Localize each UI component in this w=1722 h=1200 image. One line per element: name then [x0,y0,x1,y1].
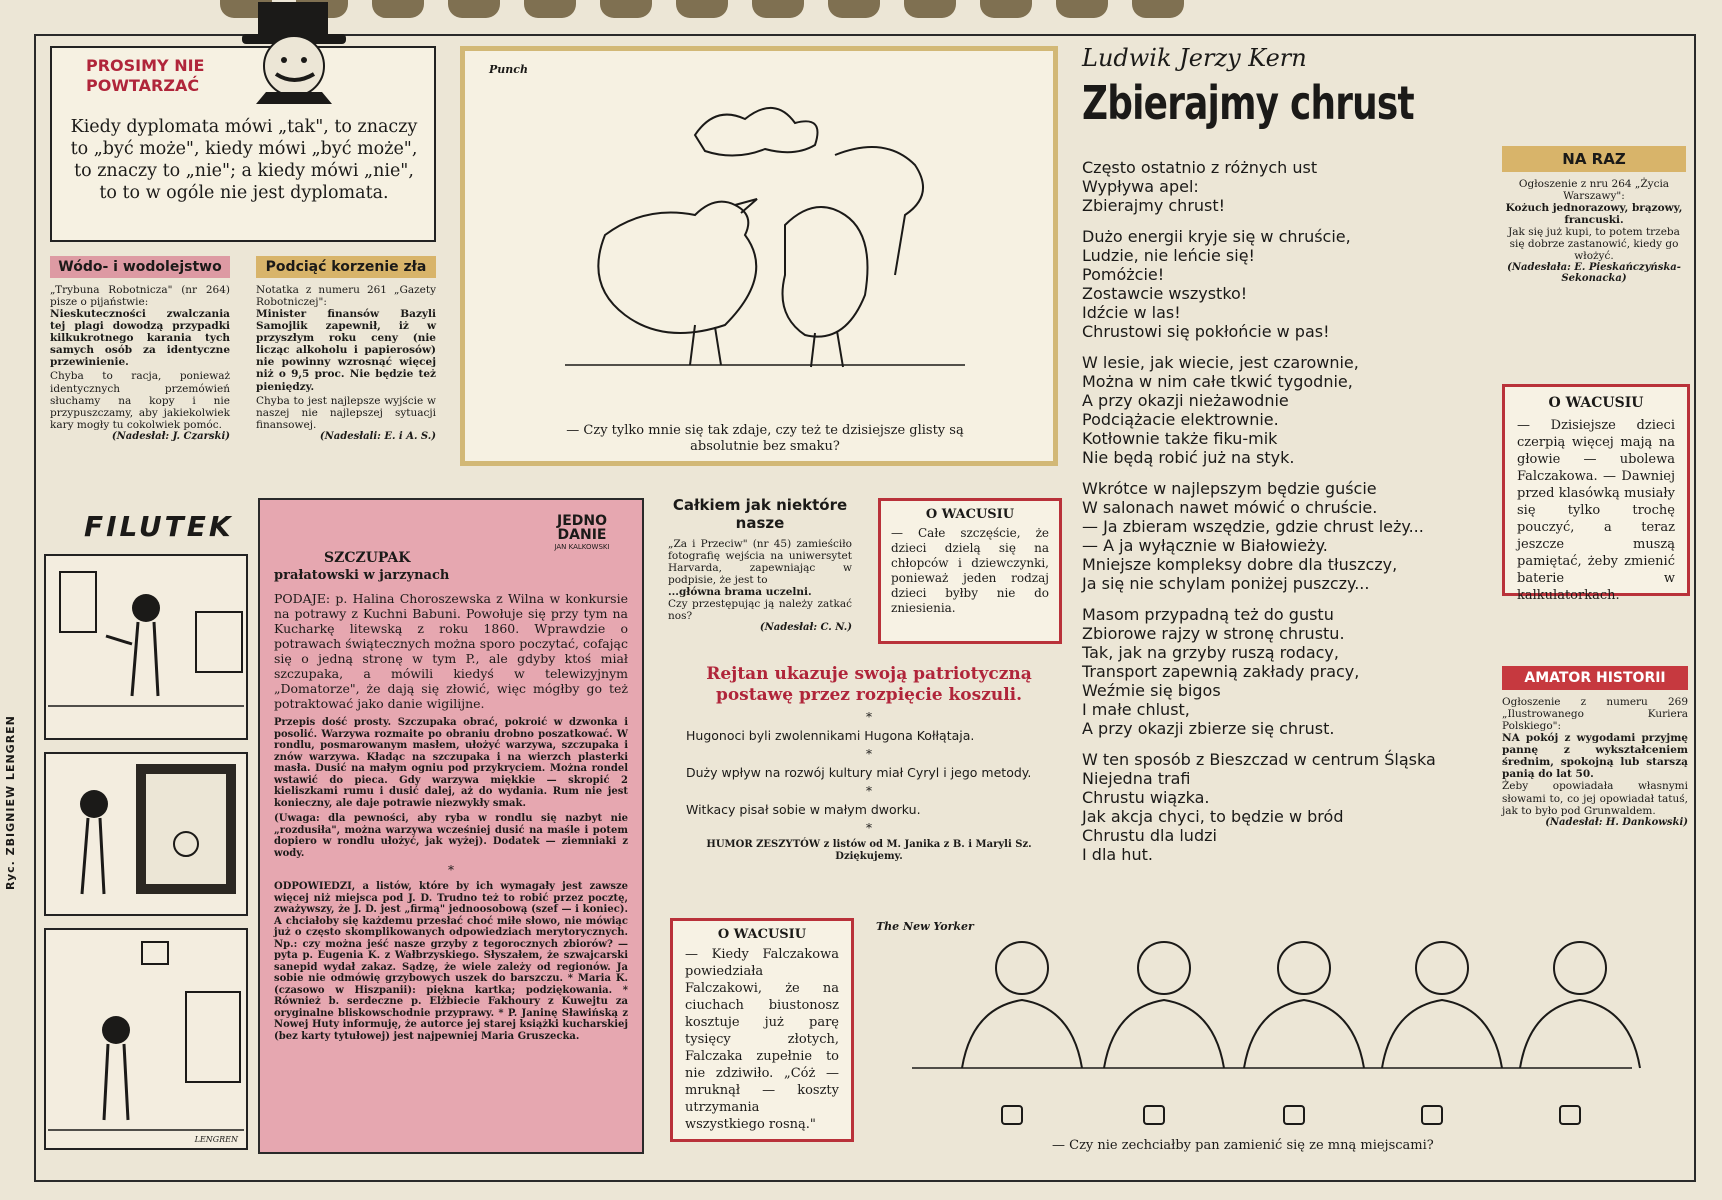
szczupak-subtitle: prałatowski w jarzynach [274,568,450,583]
calkiem-section [668,496,852,646]
naraz-section [1502,146,1686,316]
amator-signature: (Nadesłał: H. Dankowski) [1545,816,1688,828]
amator-section [1502,666,1688,866]
naraz-body: Kożuch jednorazowy, brązowy, francuski. [1505,202,1683,227]
humor-item-1: Hugonoci byli zwolennikami Hugona Kołłątaja. [686,728,975,743]
wodo-section [50,256,230,466]
podciac-comment: Chyba to jest najlepsze wyjście w naszej nie najlepszej sytuacji finansowej. [256,394,436,431]
masthead [220,0,1220,26]
calkiem-intro: „Za i Przeciw" (nr 45) zamieściło fotografię wejścia na uniwersytet Harvarda, zapewniając w podpisie, że jest to [668,538,852,587]
naraz-intro: Ogłoszenie z nru 264 „Życia Warszawy": [1518,178,1670,203]
wacusiu-mid-text: — Całe szczęście, że dzieci dzielą się na chłopców i dziewczynki, ponieważ jeden rodzaj dzieci byłby nie do zniesienia. [891,526,1049,615]
poem-section [1082,44,1502,914]
poem-stanza-3: W lesie, jak wiecie, jest czarownie, Można w nim całe tkwić tygodnie, A przy okazji nieżawodnie Podciążacie elektrownie. Kotłownie także fiku-mik Nie będą robić już na styk. [1082,353,1359,467]
amator-body: NA pokój z wygodami przyjmę pannę z wykształceniem średnim, spokojną lub starszą panią do lat 50. [1502,732,1688,781]
jedno-danie-badge: JEDNO DANIE JAN KALKOWSKI [554,513,610,551]
humor-footer: HUMOR ZESZYTÓW z listów od M. Janika z B. i Maryli Sz. Dziękujemy. [706,839,1032,862]
wacusiu-right-title: O WACUSIU [1548,395,1644,411]
businessmen-drawing [912,928,1692,1128]
poem-author: Ludwik Jerzy Kern [1082,44,1307,72]
top-hat-portrait [236,0,356,104]
wodo-body: Nieskuteczności zwalczania tej plagi dowodzą przypadki kilkukrotnego karania tych samych osób za identyczne przewinienie. [50,308,230,369]
calkiem-title: Całkiem jak niektóre nasze [672,496,848,532]
amator-title: AMATOR HISTORII [1502,666,1688,690]
filutek-panel-3 [44,928,248,1150]
wacusiu-bottom-box [670,918,854,1142]
szczupak-article: JEDNO DANIE JAN KALKOWSKI SZCZUPAK prałatowski w jarzynach PODAJE: p. Halina Choroszewska z Wilna w konkursie na potrawy z Kuchni Babuni. Powołuje się przy tym na Kucharkę litewską z roku 1860. Wprawdzie o potrawach świątecznych można sporo poczytać, cofając się o jedną stronę w tym P., ale gdyby ktoś miał szczupaka, a mówili kiedyś w telewizyjnym „Domatorze", że dają się złowić, więc mógłby go też potraktować jako danie wigilijne. Przepis dość prosty. Szczupaka obrać, pokroić w dzwonka i posolić. Warzywa rozmaite po obraniu drobno poszatkować. W rondlu, posmarowanym masłem, ułożyć warzywa, szczupaka i znów warzywa. Kładąc na szczupaka i na wierzch plasterki masła. Dusić na małym ogniu pod przykryciem. Można rondel wstawić do pieca. Gdy warzywa miękkie — skropić 2 kieliszkami rumu i dusić dalej, aż do wydania. Rum nie jest konieczny, ale daje potrawie niezwykły smak. (Uwaga: dla pewności, aby ryba w rondlu się nazbyt nie „rozdusiła", można warzywa wcześniej dusić na maśle i potem dopiero w rondlu ułożyć, jak wyżej). Dodatek — ziemniaki z wody. * ODPOWIEDZI, a listów, które by ich wymagały jest zawsze więcej niż miejsca pod J. D. Trudno też to robić przez pocztę, zważywszy, że J. D. jest „firmą" jednoosobową (szef — i koniec). A chciałoby się każdemu przesłać choć miłe słowo, nie mówiąc już o często skomplikowanych odpowiedziach merytorycznych. Np.: czy można jeść nasze grzyby z tegorocznych zbiorów? — pyta p. Eugenia K. z Wałbrzyskiego. Słyszałem, że szwajcarski sanepid wydał zakaz. Sądzę, że wiele zależy od regionów. Ja sobie nie odmówię grzybowych uszek do barszczu. * Maria K. (czasowo w Hiszpanii): piękna kartka; podziękowania. * Również b. serdeczne p. Elżbiecie Fakhoury z Kuwejtu za oryginalne bliskowschodnie przyprawy. * P. Janinę Sławińską z Nowej Huty informuję, że autorce jej starej książki kucharskiej (bez karty tytułowej) jest najpewniej Maria Gruszecka. [258,498,644,1154]
amator-comment: Żeby opowiadała własnymi słowami to, co jej opowiadał tatuś, jak to było pod Grunwaldem. [1502,780,1688,817]
illustration-credit: Ryс. ZBIGNIEW LENGREN [4,715,17,890]
wodo-intro: „Trybuna Robotnicza" (nr 264) pisze o pijaństwie: [50,284,230,309]
prosimy-title-line2: POWTARZAĆ [86,76,200,95]
punch-caption: — Czy tylko mnie się tak zdaje, czy też te dzisiejsze glisty są absolutnie bez smaku? [566,423,964,454]
szczupak-title: SZCZUPAK [324,550,411,566]
calkiem-comment: Czy przestępując ją należy zatkać nos? [668,598,852,623]
szczupak-p1: PODAJE: p. Halina Choroszewska z Wilna w konkursie na potrawy z Kuchni Babuni. Powołuje się przy tym na Kucharkę litewską z roku 1860. Wprawdzie o potrawach świątecznych można sporo poczytać, cofając się o jedną stronę w tym P., ale gdyby ktoś miał szczupaka, a mówili kiedyś w telewizyjnym „Domatorze", że dają się złowić, więc mógłby go też potraktować jako danie wigilijne. [274,591,628,711]
poem-stanza-6: W ten sposób z Bieszczad w centrum Śląska Niejedna trafi Chrustu wiązka. Jak akcja chyci, to będzie w bród Chrustu dla ludzi I dla hut. [1082,750,1436,864]
podciac-title: Podciąć korzenie zła [256,256,436,278]
wacusiu-right-box [1502,384,1690,603]
rejtan-headline: Rejtan ukazuje swoją patriotyczną postawę przez rozpięcie koszuli. [706,664,1032,705]
podciac-signature: (Nadesłali: E. i A. S.) [319,430,436,442]
wacusiu-right-text: — Dzisiejsze dzieci czerpią więcej mają na głowie — ubolewa Falczakowa. — Dawniej przed klasówką musiały się tylko trochę pouczyć, a teraz jeszcze muszą pamiętać, żeby zmienić baterie w kalkulatorkach. [1517,418,1675,603]
amator-intro: Ogłoszenie z numeru 269 „Ilustrowanego Kuriera Polskiego": [1502,696,1688,733]
wacusiu-bottom-text: — Kiedy Falczakowa powiedziała Falczakowi, że na ciuchach biustonosz kosztuje już parę tysięcy złotych, Falczaka zupełnie to nie zdziwiło. „Cóż — mruknął — koszty utrzymania wszystkiego rosną." [685,947,839,1132]
podciac-intro: Notatka z numeru 261 „Gazety Robotniczej": [256,284,436,309]
szczupak-p3: (Uwaga: dla pewności, aby ryba w rondlu się nazbyt nie „rozdusiła", można warzywa wcześniej dusić na maśle i potem dopiero w rondlu ułożyć, jak wyżej). Dodatek — ziemniaki z wody. [274,813,628,859]
newyorker-cartoon [872,918,1692,1168]
newyorker-caption: — Czy nie zechciałby pan zamienić się ze mną miejscami? [1052,1138,1434,1153]
naraz-title: NA RAZ [1502,146,1686,172]
punch-source: Punch [489,63,528,76]
naraz-comment: Jak się już kupi, to potem trzeba się dobrze zastanowić, kiedy go włożyć. [1508,226,1680,263]
poem-stanza-2: Dużo energii kryje się w chruście, Ludzie, nie leńcie się! Pomóżcie! Zostawcie wszystko! Idźcie w las! Chrustowi się pokłońcie w pas! [1082,227,1351,341]
humor-item-3: Witkacy pisał sobie w małym dworku. [686,802,921,817]
poem-stanza-1: Często ostatnio z różnych ust Wypływa apel: Zbierajmy chrust! [1082,158,1318,215]
szczupak-p4: ODPOWIEDZI, a listów, które by ich wymagały jest zawsze więcej niż miejsca pod J. D. Trudno też to robić przez pocztę, zważywszy, że J. D. jest „firmą" jednoosobową (szef — i koniec). A chciałoby się każdemu przesłać choć miłe słowo, nie mówiąc już o często skomplikowanych odpowiedziach merytorycznych. Np.: czy można jeść nasze grzyby z tegorocznych zbiorów? — pyta p. Eugenia K. z Wałbrzyskiego. Słyszałem, że szwajcarski sanepid wydał zakaz. Sądzę, że wiele zależy od regionów. Ja sobie nie odmówię grzybowych uszek do barszczu. * Maria K. (czasowo w Hiszpanii): piękna kartka; podziękowania. * Również b. serdeczne p. Elżbiecie Fakhoury z Kuwejtu za oryginalne bliskowschodnie przyprawy. * P. Janinę Sławińską z Nowej Huty informuję, że autorce jej starej książki kucharskiej (bez karty tytułowej) jest najpewniej Maria Gruszecka. [274,881,628,1042]
chickens-drawing [545,75,985,375]
filutek-panel-1 [44,554,248,740]
poem-title: Zbierajmy chrust [1082,76,1414,130]
calkiem-signature: (Nadesłał: C. N.) [759,622,852,634]
calkiem-body: ...główna brama uczelni. [668,586,812,599]
filutek-panel-2 [44,752,248,916]
humor-zeszytow: Rejtan ukazuje swoją patriotyczną postawę przez rozpięcie koszuli. * Hugonoci byli zwolennikami Hugona Kołłątaja. * Duży wpływ na rozwój kultury miał Cyryl i jego metody. * Witkacy pisał sobie w małym dworku. * HUMOR ZESZYTÓW z listów od M. Janika z B. i Maryli Sz. Dziękujemy. [686,664,1052,904]
newyorker-source: The New Yorker [876,920,974,933]
podciac-section [256,256,436,466]
poem-stanza-5: Masom przypadną też do gustu Zbiorowe rajzy w stronę chrustu. Tak, jak na grzyby ruszą rodacy, Transport zapewnią zakłady pracy, Weźmie się bigos I małe chlust, A przy okazji zbierze się chrust. [1082,605,1360,738]
punch-cartoon [460,46,1058,466]
poem-body [1082,158,1502,864]
naraz-signature: (Nadesłała: E. Pieskańczyńska-Sekonacka) [1507,262,1681,285]
filutek-title: FILUTEK [84,510,234,543]
wodo-signature: (Nadesłał: J. Czarski) [111,430,230,442]
prosimy-text: Kiedy dyplomata mówi „tak", to znaczy to „być może", kiedy mówi „być może", to znaczy to „nie"; a kiedy mówi „nie", to to w ogóle nie jest dyplomata. [70,117,418,203]
poem-stanza-4: Wkrótce w najlepszym będzie guście W salonach nawet mówić o chruście. — Ja zbieram wszędzie, gdzie chrust leży... — A ja wyłącznie w Białowieży. Mniejsze kompleksy dobre dla tłuszczy, Ja się nie schylam poniżej puszczy... [1082,479,1424,593]
humor-item-2: Duży wpływ na rozwój kultury miał Cyryl i jego metody. [686,765,1032,780]
szczupak-p2: Przepis dość prosty. Szczupaka obrać, pokroić w dzwonka i posolić. Warzywa rozmaite po obraniu drobno poszatkować. W rondlu, posmarowanym masłem, ułożyć warzywa, szczupaka i znów warzywa. Kładąc na szczupaka i na wierzch plasterki masła. Dusić na małym ogniu pod przykryciem. Można rondel wstawić do pieca. Gdy warzywa miękkie — skropić 2 kieliszkami rumu i dusić dalej, aż do wydania. Rum nie jest konieczny, ale daje potrawie niezwykły smak. [274,717,628,809]
podciac-body: Minister finansów Bazyli Samojlik zapewnił, iż w przyszłym roku ceny (nie licząc alkoholu i papierosów) nie powinny wzrosnąć więcej niż o 9,5 proc. Nie będzie też pieniędzy. [256,308,436,393]
wodo-comment: Chyba to racja, ponieważ identycznych przemówień słuchamy na kopy i nie przypuszczamy, aby jakiekolwiek kary mogły tu cokolwiek pomóc. [50,370,230,431]
wacusiu-bottom-title: O WACUSIU [717,927,807,942]
prosimy-title-line1: PROSIMY NIE [86,56,205,75]
wacusiu-mid-box [878,498,1062,644]
wacusiu-mid-title: O WACUSIU [925,507,1015,522]
wodo-title: Wódo- i wodolejstwo [50,256,230,278]
filutek-signature: LENGREN [194,1135,238,1144]
